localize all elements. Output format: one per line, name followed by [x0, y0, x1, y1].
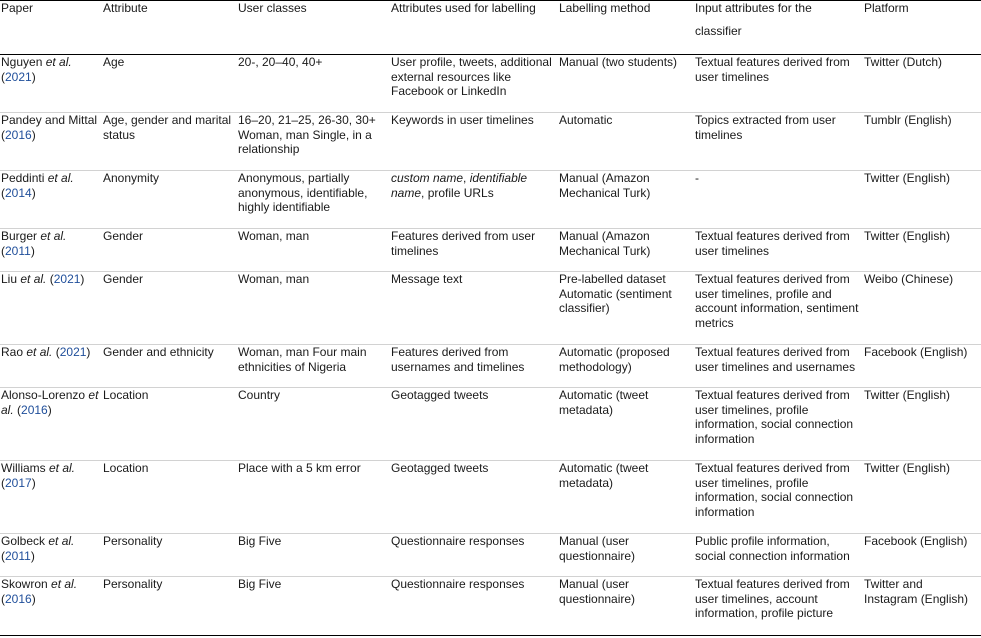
platform-cell: Facebook (English): [864, 345, 968, 359]
et-al: et al.: [47, 171, 74, 185]
author: Pandey and Mittal: [1, 113, 98, 127]
labelling-method-cell: Manual (Amazon Mechanical Turk): [559, 229, 651, 258]
paper-cell: Rao et al. (2021): [1, 345, 91, 359]
table-row: [0, 534, 981, 577]
labelling-attributes-cell: custom name, identifiable name, profile URLs: [391, 171, 528, 200]
author: Williams: [1, 461, 49, 475]
platform-cell: Weibo (Chinese): [864, 272, 954, 286]
labelling-attributes-cell: Features derived from usernames and timelines: [391, 345, 525, 374]
year-link[interactable]: 2011: [5, 548, 31, 563]
labelling-attributes-cell: Questionnaire responses: [391, 577, 525, 591]
input-attributes-cell: Textual features derived from user timelines, profile information, social connection information: [695, 461, 854, 519]
year-link[interactable]: 2017: [5, 475, 32, 490]
labelling-method-cell: Automatic: [559, 113, 613, 127]
input-attributes-cell: Textual features derived from user timelines, profile information, social connection information: [695, 388, 854, 446]
platform-cell: Tumblr (English): [864, 113, 952, 127]
user-classes-cell: Woman, man: [238, 272, 310, 286]
platform-cell: Twitter and Instagram (English): [864, 577, 969, 606]
et-al: et al.: [20, 272, 47, 286]
paper-cell: Williams et al. (2017): [1, 461, 76, 490]
labelling-method-cell: Manual (user questionnaire): [559, 577, 636, 606]
user-classes-cell: Woman, man Four main ethnicities of Nigeria: [238, 345, 367, 374]
paper-cell: Nguyen et al. (2021): [1, 55, 72, 84]
table-row: [0, 55, 981, 113]
input-attributes-cell: Topics extracted from user timelines: [695, 113, 836, 142]
et-al: et al.: [49, 461, 76, 475]
paper-cell: Skowron et al. (2016): [1, 577, 78, 606]
attribute-cell: Age, gender and marital status: [103, 113, 232, 142]
user-classes-cell: Woman, man: [238, 229, 310, 243]
user-classes-cell: Big Five: [238, 577, 282, 591]
attribute-cell: Anonymity: [103, 171, 160, 185]
input-attributes-cell: Textual features derived from user timelines, profile and account information, sentiment metrics: [695, 272, 859, 330]
labelling-attributes-cell: User profile, tweets, additional external resources like Facebook or LinkedIn: [391, 55, 552, 99]
et-al: et al.: [26, 345, 53, 359]
user-classes-cell: Big Five: [238, 534, 282, 548]
labelling-method-cell: Automatic (proposed methodology): [559, 345, 670, 374]
labelling-attributes-cell: Geotagged tweets: [391, 461, 489, 475]
labelling-method-cell: Pre-labelled dataset Automatic (sentiment classifier): [559, 272, 672, 316]
attribute-cell: Gender: [103, 229, 144, 243]
et-al: et al.: [1, 388, 99, 417]
labelling-method-cell: Manual (Amazon Mechanical Turk): [559, 171, 651, 200]
attribute-cell: Location: [103, 388, 149, 402]
user-classes-cell: Place with a 5 km error: [238, 461, 361, 475]
attribute-cell: Gender: [103, 272, 144, 286]
labelling-attributes-cell: Questionnaire responses: [391, 534, 525, 548]
header-platform: Platform: [864, 1, 909, 15]
header-labelling-method: Labelling method: [559, 1, 651, 15]
platform-cell: Twitter (English): [864, 461, 951, 475]
header-attribute: Attribute: [103, 1, 148, 15]
header-user-classes: User classes: [238, 1, 307, 15]
paper-cell: Liu et al. (2021): [1, 272, 85, 286]
input-attributes-cell: Textual features derived from user timelines, account information, profile picture: [695, 577, 850, 621]
et-al: et al.: [48, 534, 75, 548]
attribute-cell: Personality: [103, 577, 163, 591]
et-al: et al.: [51, 577, 78, 591]
table-row: [0, 272, 981, 345]
user-classes-cell: 16–20, 21–25, 26-30, 30+ Woman, man Single, in a relationship: [238, 113, 376, 157]
header-input-line1: Input attributes for the: [695, 1, 812, 15]
user-classes-cell: 20-, 20–40, 40+: [238, 55, 323, 69]
input-attributes-cell: Textual features derived from user timelines and usernames: [695, 345, 856, 374]
et-al: et al.: [40, 229, 67, 243]
author: Golbeck: [1, 534, 49, 548]
table-row: [0, 113, 981, 171]
input-attributes-cell: -: [695, 171, 699, 185]
platform-cell: Twitter (Dutch): [864, 55, 943, 69]
header-input-line2: classifier: [695, 23, 742, 38]
year-link[interactable]: 2016: [5, 127, 32, 142]
author: Skowron: [1, 577, 52, 591]
input-attributes-cell: Textual features derived from user timelines: [695, 55, 850, 84]
paper-cell: Peddinti et al. (2014): [1, 171, 74, 200]
paper-cell: Golbeck et al. (2011): [1, 534, 75, 563]
year-link[interactable]: 2011: [5, 243, 31, 258]
user-classes-cell: Country: [238, 388, 281, 402]
year-link[interactable]: 2016: [21, 402, 48, 417]
labelling-attributes-cell: Features derived from user timelines: [391, 229, 536, 258]
author: Burger: [1, 229, 41, 243]
author: Alonso-Lorenzo: [1, 388, 89, 402]
labelling-attributes-cell: Keywords in user timelines: [391, 113, 534, 127]
table-row: [0, 345, 981, 388]
paper-cell: Pandey and Mittal (2016): [1, 113, 98, 142]
labelling-method-cell: Automatic (tweet metadata): [559, 461, 649, 490]
header-labelling-attributes: Attributes used for labelling: [391, 1, 536, 15]
attribute-cell: Age: [103, 55, 125, 69]
table-row: [0, 461, 981, 534]
attribute-cell: Gender and ethnicity: [103, 345, 214, 359]
year-link[interactable]: 2021: [5, 69, 32, 84]
labelling-method-cell: Manual (two students): [559, 55, 678, 69]
author: Peddinti: [1, 171, 48, 185]
attribute-cell: Personality: [103, 534, 163, 548]
input-attributes-cell: Textual features derived from user timelines: [695, 229, 850, 258]
year-link[interactable]: 2021: [53, 272, 81, 286]
platform-cell: Facebook (English): [864, 534, 968, 548]
table-row: [0, 577, 981, 636]
table-row: [0, 388, 981, 461]
year-link[interactable]: 2016: [5, 591, 32, 606]
platform-cell: Twitter (English): [864, 388, 951, 402]
year-link[interactable]: 2014: [5, 185, 32, 200]
author: Liu: [1, 272, 21, 286]
et-al: et al.: [45, 55, 72, 69]
header-paper: Paper: [1, 1, 34, 15]
input-attributes-cell: Public profile information, social connection information: [695, 534, 850, 563]
labelling-method-cell: Manual (user questionnaire): [559, 534, 636, 563]
header-row: [0, 1, 981, 55]
user-classes-cell: Anonymous, partially anonymous, identifiable, highly identifiable: [238, 171, 368, 215]
platform-cell: Twitter (English): [864, 229, 951, 243]
labelling-attributes-cell: Message text: [391, 272, 463, 286]
platform-cell: Twitter (English): [864, 171, 951, 185]
author: Nguyen: [1, 55, 46, 69]
paper-cell: Alonso-Lorenzo et al. (2016): [1, 388, 99, 417]
labelling-attributes-cell: Geotagged tweets: [391, 388, 489, 402]
author: Rao: [1, 345, 27, 359]
table-row: [0, 171, 981, 229]
paper-cell: Burger et al. (2011): [1, 229, 67, 258]
labelling-method-cell: Automatic (tweet metadata): [559, 388, 649, 417]
attribute-cell: Location: [103, 461, 149, 475]
header-input-attributes: [694, 1, 863, 55]
table-row: [0, 229, 981, 272]
year-link[interactable]: 2021: [59, 345, 87, 359]
